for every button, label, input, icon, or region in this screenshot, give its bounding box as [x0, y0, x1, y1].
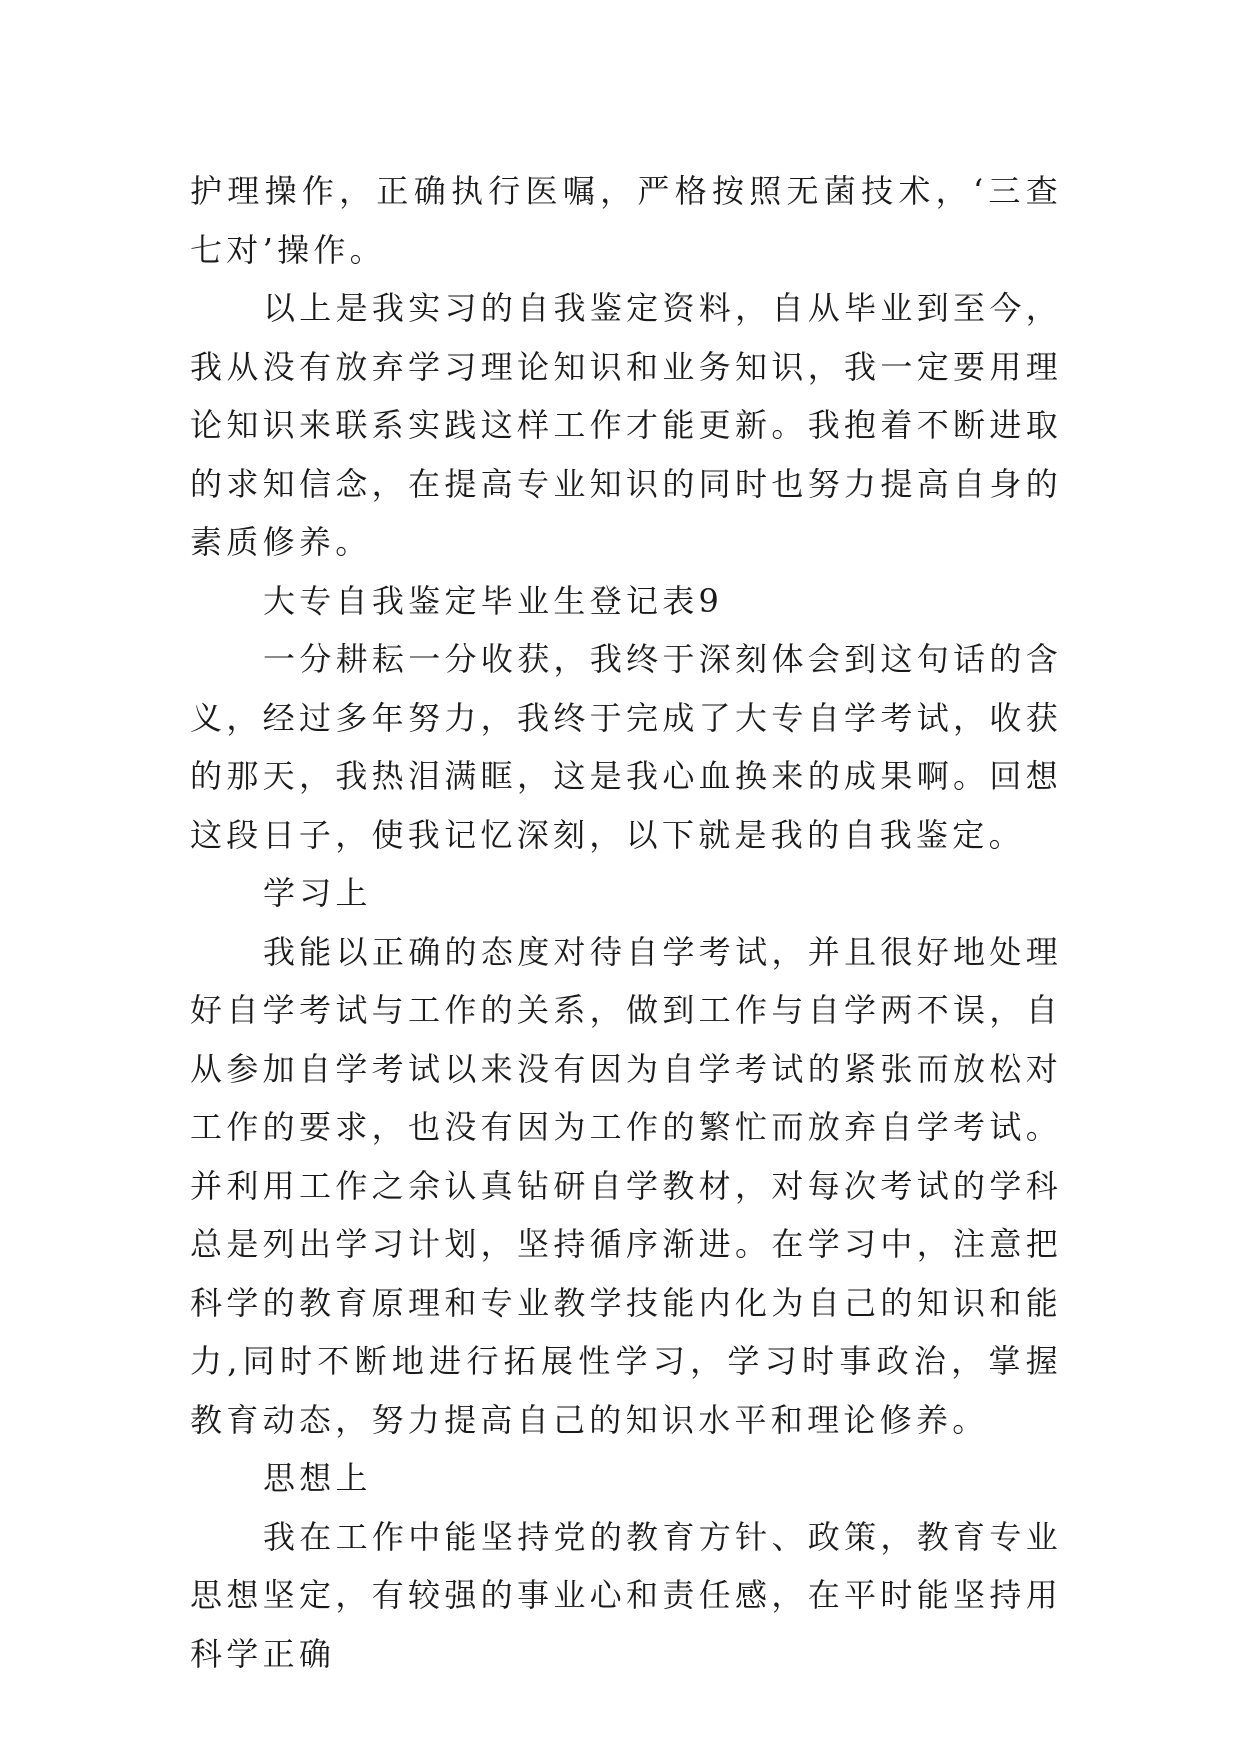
document-body [190, 162, 1062, 1683]
paragraph-intro: 一分耕耘一分收获，我终于深刻体会到这句话的含义，经过多年努力，我终于完成了大专自学考试，收获的那天，我热泪满眶，这是我心血换来的成果啊。回想这段日子，使我记忆深刻，以下就是我的自我鉴定。 [190, 640, 1062, 854]
paragraph-study: 我能以正确的态度对待自学考试，并且很好地处理好自学考试与工作的关系，做到工作与自学两不误，自从参加自学考试以来没有因为自学考试的紧张而放松对工作的要求，也没有因为工作的繁忙而放弃自学考试。并利用工作之余认真钻研自学教材，对每次考试的学科总是列出学习计划，坚持循序渐进。在学习中，注意把科学的教育原理和专业教学技能内化为自己的知识和能力,同时不断地进行拓展性学习，学习时事政治，掌握教育动态，努力提高自己的知识水平和理论修养。 [190, 932, 1062, 1439]
paragraph-self-assessment-summary: 以上是我实习的自我鉴定资料，自从毕业到至今，我从没有放弃学习理论知识和业务知识，我一定要用理论知识来联系实践这样工作才能更新。我抱着不断进取的求知信念，在提高专业知识的同时也努力提高自身的素质修养。 [190, 289, 1062, 561]
heading-study: 学习上 [262, 874, 372, 912]
paragraph-continuation: 护理操作，正确执行医嘱，严格按照无菌技术，‘三查七对’操作。 [190, 172, 1062, 269]
section-title: 大专自我鉴定毕业生登记表9 [262, 581, 724, 620]
heading-thought: 思想上 [262, 1459, 372, 1497]
paragraph-thought: 我在工作中能坚持党的教育方针、政策，教育专业思想坚定，有较强的事业心和责任感，在平时能坚持用科学正确 [190, 1517, 1062, 1673]
